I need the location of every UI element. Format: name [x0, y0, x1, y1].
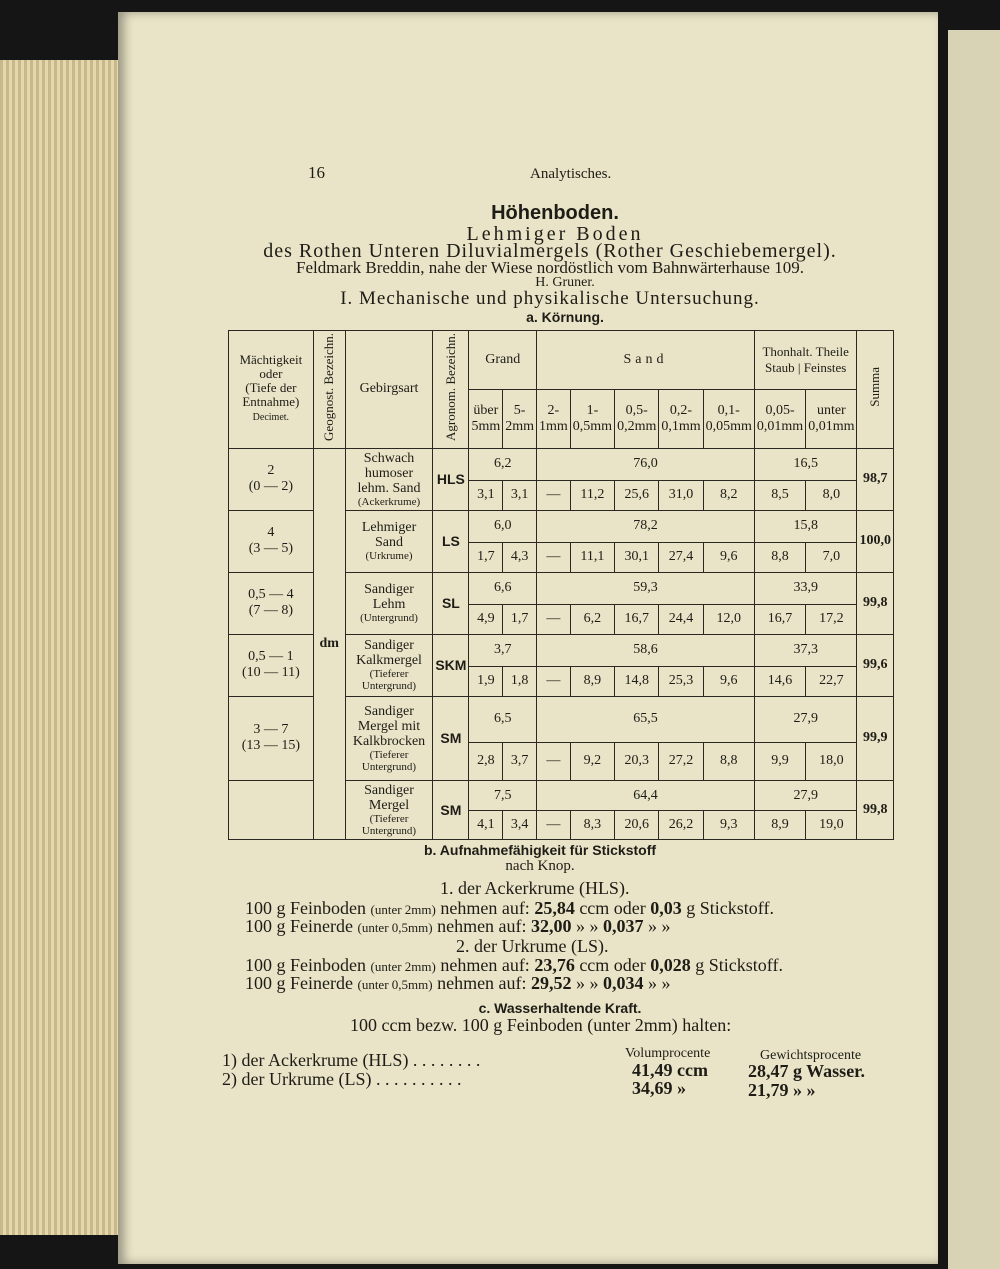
- feinstes-cell: 7,0: [806, 542, 857, 572]
- depth-value: 4: [267, 525, 275, 541]
- sand-fraction-1: —: [537, 604, 571, 634]
- gebirgsart-name: Lehmiger Sand: [361, 520, 417, 551]
- section-a-heading: a. Körnung.: [526, 309, 604, 325]
- staub-cell: 14,6: [754, 666, 805, 696]
- sand-fraction-4: 24,4: [659, 604, 703, 634]
- sand-fraction-2: 11,2: [570, 480, 614, 510]
- stickstoff-line-4: 100 g Feinerde (unter 0,5mm) nehmen auf: 29,52 » » 0,034 » »: [245, 973, 671, 993]
- sand-fraction-2: 9,2: [570, 742, 614, 780]
- sand-fraction-3: 25,6: [615, 480, 659, 510]
- section-c-intro: 100 ccm bezw. 100 g Feinboden (unter 2mm) halten:: [350, 1015, 732, 1035]
- depth-range: (13 — 15): [241, 738, 301, 754]
- sand-fraction-5: 12,0: [703, 604, 754, 634]
- thon-total: 16,5: [754, 448, 857, 480]
- sand-fraction-4: 25,3: [659, 666, 703, 696]
- grand-coarse: 1,7: [469, 542, 503, 572]
- staub-cell: 8,5: [754, 480, 805, 510]
- sand-fraction-2: 6,2: [570, 604, 614, 634]
- gebirgsart-cell: [345, 572, 433, 634]
- staub-cell: 8,9: [754, 811, 805, 839]
- header-thon: Thonhalt. Theile Staub | Feinstes: [754, 331, 857, 390]
- sand-fraction-5: 9,3: [703, 811, 754, 839]
- grand-fine: 1,8: [503, 666, 537, 696]
- summa-cell: 100,0: [857, 510, 894, 572]
- sand-total: 64,4: [537, 780, 755, 811]
- grand-total: 6,0: [469, 510, 537, 542]
- grand-fine: 3,4: [503, 811, 537, 839]
- thon-total: 27,9: [754, 696, 857, 742]
- gebirgsart-name: Sandiger Mergel mit Kalkbrocken: [352, 703, 426, 749]
- gebirgsart-note: (Tieferer Untergrund): [361, 748, 417, 773]
- grand-fine: 3,7: [503, 742, 537, 780]
- summa-cell: 99,8: [857, 780, 894, 839]
- sand-fraction-5: 8,8: [703, 742, 754, 780]
- feinstes-cell: 18,0: [806, 742, 857, 780]
- grain-size-table: [228, 330, 894, 840]
- grand-coarse: 4,9: [469, 604, 503, 634]
- sand-fraction-3: 16,7: [615, 604, 659, 634]
- header-sand-3: 0,5-0,2mm: [615, 389, 659, 448]
- location: Feldmark Breddin, nahe der Wiese nordöstlich vom Bahnwärterhause 109.: [296, 258, 804, 277]
- sand-fraction-1: —: [537, 542, 571, 572]
- sand-fraction-1: —: [537, 480, 571, 510]
- gebirgsart-cell: [345, 448, 433, 510]
- depth-value: 0,5 — 1: [248, 649, 294, 665]
- grand-total: 6,5: [469, 696, 537, 742]
- sand-fraction-2: 11,1: [570, 542, 614, 572]
- grand-total: 6,6: [469, 572, 537, 604]
- grand-total: 7,5: [469, 780, 537, 811]
- depth-cell: [229, 510, 314, 572]
- sand-total: 78,2: [537, 510, 755, 542]
- sand-total: 58,6: [537, 634, 755, 666]
- agronom-cell: SL: [433, 572, 469, 634]
- stickstoff-line-3: 100 g Feinboden (unter 2mm) nehmen auf: 23,76 ccm oder 0,028 g Stickstoff.: [245, 955, 783, 975]
- gebirgsart-cell: [345, 696, 433, 780]
- depth-cell: [229, 696, 314, 780]
- water-row-1-gew: 28,47 g Wasser.: [748, 1061, 866, 1081]
- sand-fraction-5: 9,6: [703, 666, 754, 696]
- grand-total: 3,7: [469, 634, 537, 666]
- depth-cell: [229, 572, 314, 634]
- sand-total: 65,5: [537, 696, 755, 742]
- gebirgsart-note: (Untergrund): [360, 612, 418, 625]
- gebirgsart-cell: [345, 780, 433, 839]
- staub-cell: 8,8: [754, 542, 805, 572]
- running-head: Analytisches.: [530, 166, 612, 182]
- grand-total: 6,2: [469, 448, 537, 480]
- thon-total: 33,9: [754, 572, 857, 604]
- section-i-heading: I. Mechanische und physikalische Untersuchung.: [340, 288, 760, 309]
- header-grand: Grand: [469, 331, 537, 390]
- depth-cell: [229, 780, 314, 839]
- sand-fraction-1: —: [537, 811, 571, 839]
- feinstes-cell: 19,0: [806, 811, 857, 839]
- grand-coarse: 2,8: [469, 742, 503, 780]
- depth-cell: [229, 448, 314, 510]
- header-geognost: Geognost. Bezeichn.: [313, 331, 345, 449]
- depth-value: 2: [267, 463, 275, 479]
- staub-cell: 16,7: [754, 604, 805, 634]
- header-gebirgsart: Gebirgsart: [345, 331, 433, 449]
- sand-fraction-3: 20,6: [615, 811, 659, 839]
- feinstes-cell: 17,2: [806, 604, 857, 634]
- thon-total: 37,3: [754, 634, 857, 666]
- sand-fraction-3: 30,1: [615, 542, 659, 572]
- depth-range: (0 — 2): [248, 479, 294, 495]
- subtitle: Lehmiger Boden: [466, 223, 644, 245]
- sand-total: 76,0: [537, 448, 755, 480]
- gebirgsart-name: Sandiger Lehm: [364, 582, 414, 613]
- sand-fraction-5: 8,2: [703, 480, 754, 510]
- depth-cell: [229, 634, 314, 696]
- sand-fraction-2: 8,3: [570, 811, 614, 839]
- section-b-heading: b. Aufnahmefähigkeit für Stickstoff: [423, 842, 657, 858]
- sand-fraction-4: 31,0: [659, 480, 703, 510]
- agronom-cell: SM: [433, 780, 469, 839]
- author: H. Gruner.: [535, 275, 595, 290]
- grand-coarse: 3,1: [469, 480, 503, 510]
- sand-total: 59,3: [537, 572, 755, 604]
- gebirgsart-note: (Tieferer Untergrund): [361, 812, 417, 837]
- summa-cell: 98,7: [857, 448, 894, 510]
- grand-fine: 4,3: [503, 542, 537, 572]
- header-grand-1: über 5mm: [469, 389, 503, 448]
- water-row-1-vol: 41,49 ccm: [632, 1060, 708, 1080]
- feinstes-cell: 8,0: [806, 480, 857, 510]
- agronom-cell: HLS: [433, 448, 469, 510]
- sand-fraction-5: 9,6: [703, 542, 754, 572]
- header-sand: Sand: [537, 331, 755, 390]
- section-b-subtitle: nach Knop.: [505, 858, 575, 874]
- summa-cell: 99,9: [857, 696, 894, 780]
- header-summa: Summa: [857, 331, 894, 449]
- header-sand-4: 0,2-0,1mm: [659, 389, 703, 448]
- gebirgsart-name: Sandiger Kalkmergel: [356, 638, 422, 669]
- depth-value: 3 — 7: [253, 722, 289, 738]
- geognost-cell: dm: [313, 448, 345, 839]
- water-row-2-label: 2) der Urkrume (LS) . . . . . . . . . .: [222, 1069, 462, 1089]
- summa-cell: 99,8: [857, 572, 894, 634]
- stickstoff-line-1: 100 g Feinboden (unter 2mm) nehmen auf: 25,84 ccm oder 0,03 g Stickstoff.: [245, 898, 774, 918]
- header-agronom: Agronom. Bezeichn.: [433, 331, 469, 449]
- depth-value: 0,5 — 4: [248, 587, 294, 603]
- page-edges: [0, 60, 130, 1235]
- sand-fraction-3: 20,3: [615, 742, 659, 780]
- grand-coarse: 1,9: [469, 666, 503, 696]
- water-row-2-gew: 21,79 » »: [748, 1080, 816, 1100]
- agronom-cell: LS: [433, 510, 469, 572]
- gebirgsart-note: (Tieferer Untergrund): [361, 668, 417, 693]
- agronom-cell: SKM: [433, 634, 469, 696]
- sand-fraction-1: —: [537, 742, 571, 780]
- grand-fine: 1,7: [503, 604, 537, 634]
- table-row: [229, 448, 894, 480]
- water-row-1-label: 1) der Ackerkrume (HLS) . . . . . . . .: [222, 1050, 481, 1070]
- gebirgsart-cell: [345, 634, 433, 696]
- header-sand-1: 2-1mm: [537, 389, 571, 448]
- gebirgsart-name: Schwach humoser lehm. Sand: [357, 450, 421, 496]
- gebirgsart-note: (Ackerkrume): [357, 495, 421, 508]
- gebirgsart-name: Sandiger Mergel: [364, 782, 414, 813]
- header-depth: Mächtigkeit oder (Tiefe der Entnahme) Decimet.: [229, 331, 314, 449]
- stickstoff-line-2: 100 g Feinerde (unter 0,5mm) nehmen auf: 32,00 » » 0,037 » »: [245, 916, 671, 936]
- thon-total: 15,8: [754, 510, 857, 542]
- col-gewichtsprocente: Gewichtsprocente: [760, 1048, 862, 1063]
- header-feinstes: unter 0,01mm: [806, 389, 857, 448]
- sand-fraction-4: 27,4: [659, 542, 703, 572]
- page-number: 16: [308, 163, 325, 182]
- agronom-cell: SM: [433, 696, 469, 780]
- sand-fraction-4: 26,2: [659, 811, 703, 839]
- header-sand-2: 1-0,5mm: [570, 389, 614, 448]
- header-grand-2: 5-2mm: [503, 389, 537, 448]
- header-staub: 0,05-0,01mm: [754, 389, 805, 448]
- section-c-heading: c. Wasserhaltende Kraft.: [478, 1000, 642, 1016]
- col-volumprocente: Volumprocente: [625, 1046, 711, 1061]
- summa-cell: 99,6: [857, 634, 894, 696]
- origin: des Rothen Unteren Diluvialmergels (Rother Geschiebemergel).: [263, 240, 837, 262]
- part2-heading: 2. der Urkrume (LS).: [456, 936, 609, 956]
- grand-fine: 3,1: [503, 480, 537, 510]
- feinstes-cell: 22,7: [806, 666, 857, 696]
- thon-total: 27,9: [754, 780, 857, 811]
- depth-range: (3 — 5): [248, 541, 294, 557]
- depth-range: (7 — 8): [248, 603, 294, 619]
- title: Höhenboden.: [491, 202, 619, 224]
- sand-fraction-2: 8,9: [570, 666, 614, 696]
- grand-coarse: 4,1: [469, 811, 503, 839]
- water-row-2-vol: 34,69 »: [632, 1078, 686, 1098]
- sand-fraction-3: 14,8: [615, 666, 659, 696]
- sand-fraction-4: 27,2: [659, 742, 703, 780]
- gebirgsart-cell: [345, 510, 433, 572]
- header-sand-5: 0,1-0,05mm: [703, 389, 754, 448]
- part1-heading: 1. der Ackerkrume (HLS).: [440, 878, 630, 898]
- gebirgsart-note: (Urkrume): [365, 550, 413, 563]
- sand-fraction-1: —: [537, 666, 571, 696]
- depth-range: (10 — 11): [241, 665, 300, 681]
- staub-cell: 9,9: [754, 742, 805, 780]
